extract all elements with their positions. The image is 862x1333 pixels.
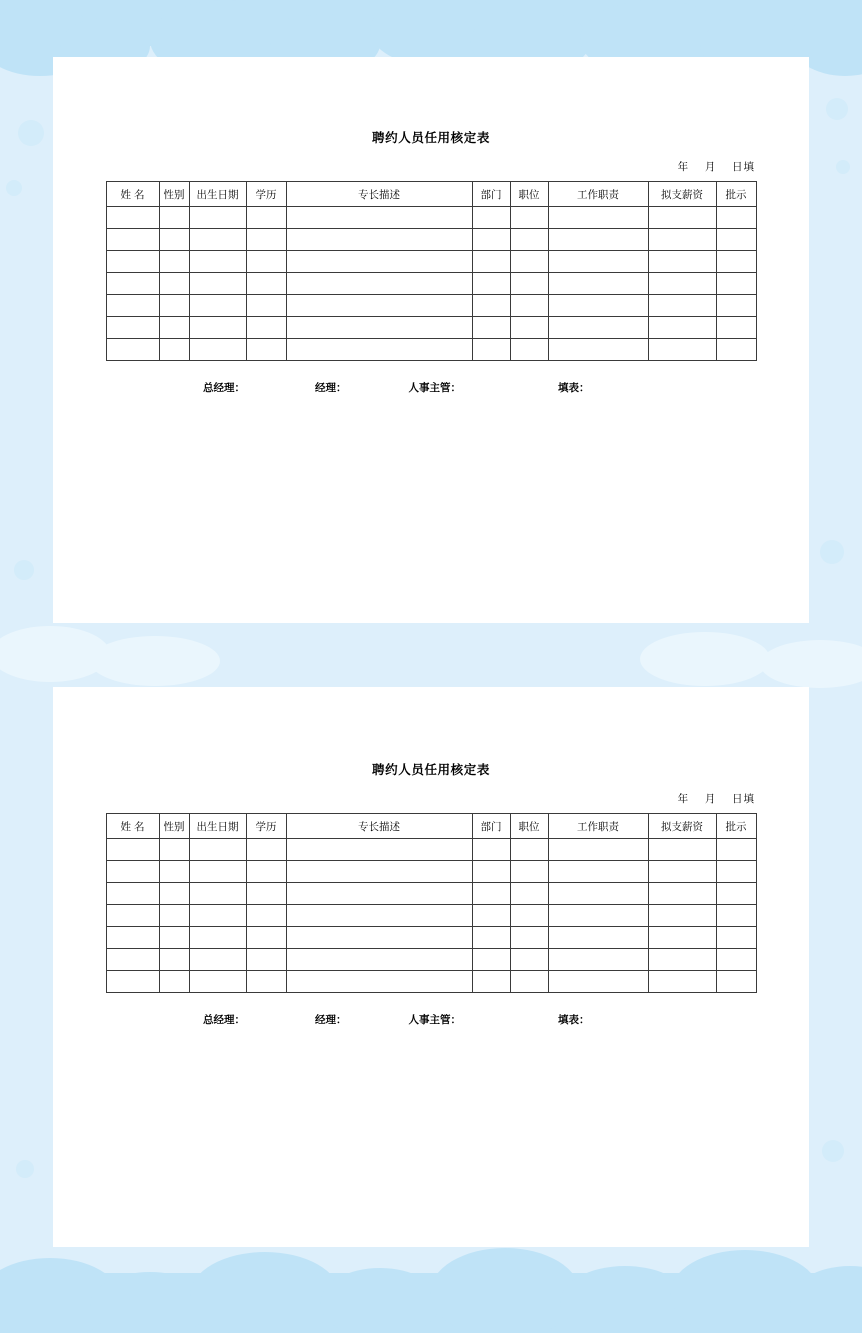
header-salary: 拟支薪资	[648, 182, 716, 207]
header-name: 姓 名	[106, 814, 159, 839]
cloud-shape	[760, 640, 862, 688]
cell-gender[interactable]	[159, 339, 189, 361]
cell-salary[interactable]	[648, 971, 716, 993]
cell-salary[interactable]	[648, 229, 716, 251]
cell-specialty[interactable]	[286, 317, 472, 339]
cell-duties[interactable]	[548, 229, 648, 251]
cell-approval[interactable]	[716, 317, 756, 339]
cell-position[interactable]	[510, 251, 548, 273]
table-row[interactable]	[106, 839, 756, 861]
cell-gender[interactable]	[159, 295, 189, 317]
cell-duties[interactable]	[548, 927, 648, 949]
header-gender: 性别	[159, 814, 189, 839]
cell-gender[interactable]	[159, 861, 189, 883]
cell-name[interactable]	[106, 949, 159, 971]
cell-specialty[interactable]	[286, 339, 472, 361]
cell-department[interactable]	[472, 905, 510, 927]
cell-specialty[interactable]	[286, 273, 472, 295]
table-row[interactable]	[106, 207, 756, 229]
cell-position[interactable]	[510, 295, 548, 317]
cell-education[interactable]	[246, 273, 286, 295]
table-header-row	[106, 814, 756, 839]
cell-position[interactable]	[510, 949, 548, 971]
bubble-shape	[822, 1140, 844, 1162]
cell-specialty[interactable]	[286, 971, 472, 993]
header-department: 部门	[472, 814, 510, 839]
cell-specialty[interactable]	[286, 927, 472, 949]
table-row[interactable]	[106, 295, 756, 317]
cell-specialty[interactable]	[286, 207, 472, 229]
cell-salary[interactable]	[648, 839, 716, 861]
cell-position[interactable]	[510, 971, 548, 993]
cloud-shape	[430, 1248, 580, 1333]
cell-department[interactable]	[472, 229, 510, 251]
document-page-2	[53, 687, 809, 1247]
cell-birthdate[interactable]	[189, 251, 246, 273]
header-approval: 批示	[716, 814, 756, 839]
header-gender: 性别	[159, 182, 189, 207]
cell-name[interactable]	[106, 971, 159, 993]
bubble-shape	[16, 1160, 34, 1178]
cell-duties[interactable]	[548, 861, 648, 883]
cell-name[interactable]	[106, 927, 159, 949]
cell-gender[interactable]	[159, 317, 189, 339]
table-row[interactable]	[106, 229, 756, 251]
cell-specialty[interactable]	[286, 251, 472, 273]
page-title: 聘约人员任用核定表	[372, 131, 490, 145]
cell-salary[interactable]	[648, 339, 716, 361]
bubble-shape	[6, 180, 22, 196]
cell-duties[interactable]	[548, 339, 648, 361]
cell-name[interactable]	[106, 273, 159, 295]
cell-education[interactable]	[246, 861, 286, 883]
cell-name[interactable]	[106, 339, 159, 361]
cell-specialty[interactable]	[286, 905, 472, 927]
cell-approval[interactable]	[716, 229, 756, 251]
cell-department[interactable]	[472, 317, 510, 339]
cell-education[interactable]	[246, 317, 286, 339]
table-row[interactable]	[106, 905, 756, 927]
signature-manager: 经理：	[315, 382, 347, 394]
cell-birthdate[interactable]	[189, 839, 246, 861]
signature-filled-by: 填表：	[558, 382, 590, 394]
cell-salary[interactable]	[648, 207, 716, 229]
cell-birthdate[interactable]	[189, 905, 246, 927]
cell-name[interactable]	[106, 207, 159, 229]
cell-approval[interactable]	[716, 273, 756, 295]
signature-general-manager: 总经理：	[203, 382, 245, 394]
cell-education[interactable]	[246, 295, 286, 317]
header-specialty: 专长描述	[286, 182, 472, 207]
bubble-shape	[14, 560, 34, 580]
cell-salary[interactable]	[648, 861, 716, 883]
cell-approval[interactable]	[716, 839, 756, 861]
cell-education[interactable]	[246, 927, 286, 949]
cell-department[interactable]	[472, 949, 510, 971]
cell-duties[interactable]	[548, 273, 648, 295]
header-education: 学历	[246, 182, 286, 207]
date-fill-line: 年 月 日填	[677, 161, 755, 173]
table-row[interactable]	[106, 339, 756, 361]
cell-specialty[interactable]	[286, 295, 472, 317]
cell-duties[interactable]	[548, 207, 648, 229]
cell-department[interactable]	[472, 251, 510, 273]
cell-duties[interactable]	[548, 317, 648, 339]
cell-department[interactable]	[472, 295, 510, 317]
cell-duties[interactable]	[548, 949, 648, 971]
cell-position[interactable]	[510, 317, 548, 339]
cell-approval[interactable]	[716, 905, 756, 927]
header-duties: 工作职责	[548, 814, 648, 839]
header-approval: 批示	[716, 182, 756, 207]
cell-position[interactable]	[510, 905, 548, 927]
cell-duties[interactable]	[548, 295, 648, 317]
header-duties: 工作职责	[548, 182, 648, 207]
cell-position[interactable]	[510, 839, 548, 861]
header-birthdate: 出生日期	[189, 814, 246, 839]
cloud-shape	[320, 1268, 440, 1333]
cell-gender[interactable]	[159, 949, 189, 971]
header-name: 姓 名	[106, 182, 159, 207]
table-header-row	[106, 182, 756, 207]
cell-birthdate[interactable]	[189, 927, 246, 949]
cell-gender[interactable]	[159, 839, 189, 861]
cell-department[interactable]	[472, 839, 510, 861]
cell-education[interactable]	[246, 839, 286, 861]
cell-approval[interactable]	[716, 883, 756, 905]
page-title: 聘约人员任用核定表	[372, 763, 490, 777]
cell-duties[interactable]	[548, 839, 648, 861]
cell-education[interactable]	[246, 229, 286, 251]
cell-specialty[interactable]	[286, 883, 472, 905]
cell-education[interactable]	[246, 971, 286, 993]
bubble-shape	[826, 98, 848, 120]
cell-education[interactable]	[246, 339, 286, 361]
cell-department[interactable]	[472, 971, 510, 993]
cell-birthdate[interactable]	[189, 229, 246, 251]
cell-education[interactable]	[246, 207, 286, 229]
cell-salary[interactable]	[648, 949, 716, 971]
cell-approval[interactable]	[716, 207, 756, 229]
signature-manager: 经理：	[315, 1014, 347, 1026]
cell-birthdate[interactable]	[189, 207, 246, 229]
cell-birthdate[interactable]	[189, 273, 246, 295]
cell-approval[interactable]	[716, 339, 756, 361]
cell-position[interactable]	[510, 883, 548, 905]
table-row[interactable]	[106, 883, 756, 905]
cell-salary[interactable]	[648, 317, 716, 339]
table-row[interactable]	[106, 273, 756, 295]
cell-duties[interactable]	[548, 883, 648, 905]
cell-department[interactable]	[472, 273, 510, 295]
cell-salary[interactable]	[648, 927, 716, 949]
header-specialty: 专长描述	[286, 814, 472, 839]
header-education: 学历	[246, 814, 286, 839]
cell-name[interactable]	[106, 229, 159, 251]
cell-gender[interactable]	[159, 251, 189, 273]
cloud-shape	[640, 632, 770, 686]
cell-birthdate[interactable]	[189, 317, 246, 339]
bubble-shape	[820, 540, 844, 564]
signature-hr-supervisor: 人事主管：	[408, 1014, 461, 1026]
cell-position[interactable]	[510, 207, 548, 229]
cell-gender[interactable]	[159, 905, 189, 927]
cell-department[interactable]	[472, 861, 510, 883]
table-row[interactable]	[106, 317, 756, 339]
cell-birthdate[interactable]	[189, 295, 246, 317]
header-department: 部门	[472, 182, 510, 207]
cell-specialty[interactable]	[286, 949, 472, 971]
cell-gender[interactable]	[159, 207, 189, 229]
cloud-shape	[90, 636, 220, 686]
cell-name[interactable]	[106, 295, 159, 317]
cell-approval[interactable]	[716, 251, 756, 273]
cloud-shape	[190, 1252, 340, 1333]
signature-row	[53, 1012, 809, 1027]
cell-birthdate[interactable]	[189, 339, 246, 361]
cell-gender[interactable]	[159, 883, 189, 905]
cell-position[interactable]	[510, 229, 548, 251]
cell-gender[interactable]	[159, 229, 189, 251]
cell-department[interactable]	[472, 883, 510, 905]
cell-salary[interactable]	[648, 295, 716, 317]
cell-specialty[interactable]	[286, 839, 472, 861]
cell-duties[interactable]	[548, 251, 648, 273]
cell-salary[interactable]	[648, 905, 716, 927]
signature-row	[53, 380, 809, 395]
header-salary: 拟支薪资	[648, 814, 716, 839]
cell-position[interactable]	[510, 273, 548, 295]
cell-education[interactable]	[246, 905, 286, 927]
cell-approval[interactable]	[716, 949, 756, 971]
table-row[interactable]	[106, 251, 756, 273]
cell-birthdate[interactable]	[189, 883, 246, 905]
personnel-approval-table	[106, 813, 757, 993]
cell-education[interactable]	[246, 883, 286, 905]
cell-department[interactable]	[472, 207, 510, 229]
date-fill-line: 年 月 日填	[677, 793, 755, 805]
cell-position[interactable]	[510, 927, 548, 949]
cell-name[interactable]	[106, 251, 159, 273]
cell-name[interactable]	[106, 905, 159, 927]
signature-hr-supervisor: 人事主管：	[408, 382, 461, 394]
cell-gender[interactable]	[159, 927, 189, 949]
cell-specialty[interactable]	[286, 861, 472, 883]
cell-approval[interactable]	[716, 927, 756, 949]
cell-name[interactable]	[106, 317, 159, 339]
cell-birthdate[interactable]	[189, 971, 246, 993]
cell-name[interactable]	[106, 883, 159, 905]
bubble-shape	[836, 160, 850, 174]
header-position: 职位	[510, 182, 548, 207]
cell-specialty[interactable]	[286, 229, 472, 251]
table-row[interactable]	[106, 927, 756, 949]
cell-education[interactable]	[246, 251, 286, 273]
signature-filled-by: 填表：	[558, 1014, 590, 1026]
personnel-approval-table	[106, 181, 757, 361]
cell-position[interactable]	[510, 339, 548, 361]
cell-salary[interactable]	[648, 883, 716, 905]
table-row[interactable]	[106, 949, 756, 971]
cell-department[interactable]	[472, 339, 510, 361]
header-position: 职位	[510, 814, 548, 839]
cell-department[interactable]	[472, 927, 510, 949]
document-page-1	[53, 57, 809, 623]
bubble-shape	[18, 120, 44, 146]
cell-gender[interactable]	[159, 971, 189, 993]
signature-general-manager: 总经理：	[203, 1014, 245, 1026]
cell-approval[interactable]	[716, 861, 756, 883]
header-birthdate: 出生日期	[189, 182, 246, 207]
cell-salary[interactable]	[648, 273, 716, 295]
cell-education[interactable]	[246, 949, 286, 971]
cell-duties[interactable]	[548, 971, 648, 993]
cell-birthdate[interactable]	[189, 949, 246, 971]
cell-name[interactable]	[106, 861, 159, 883]
cell-position[interactable]	[510, 861, 548, 883]
cell-duties[interactable]	[548, 905, 648, 927]
table-row[interactable]	[106, 971, 756, 993]
table-row[interactable]	[106, 861, 756, 883]
cell-birthdate[interactable]	[189, 861, 246, 883]
cell-name[interactable]	[106, 839, 159, 861]
cell-gender[interactable]	[159, 273, 189, 295]
cell-approval[interactable]	[716, 295, 756, 317]
cell-approval[interactable]	[716, 971, 756, 993]
cell-salary[interactable]	[648, 251, 716, 273]
